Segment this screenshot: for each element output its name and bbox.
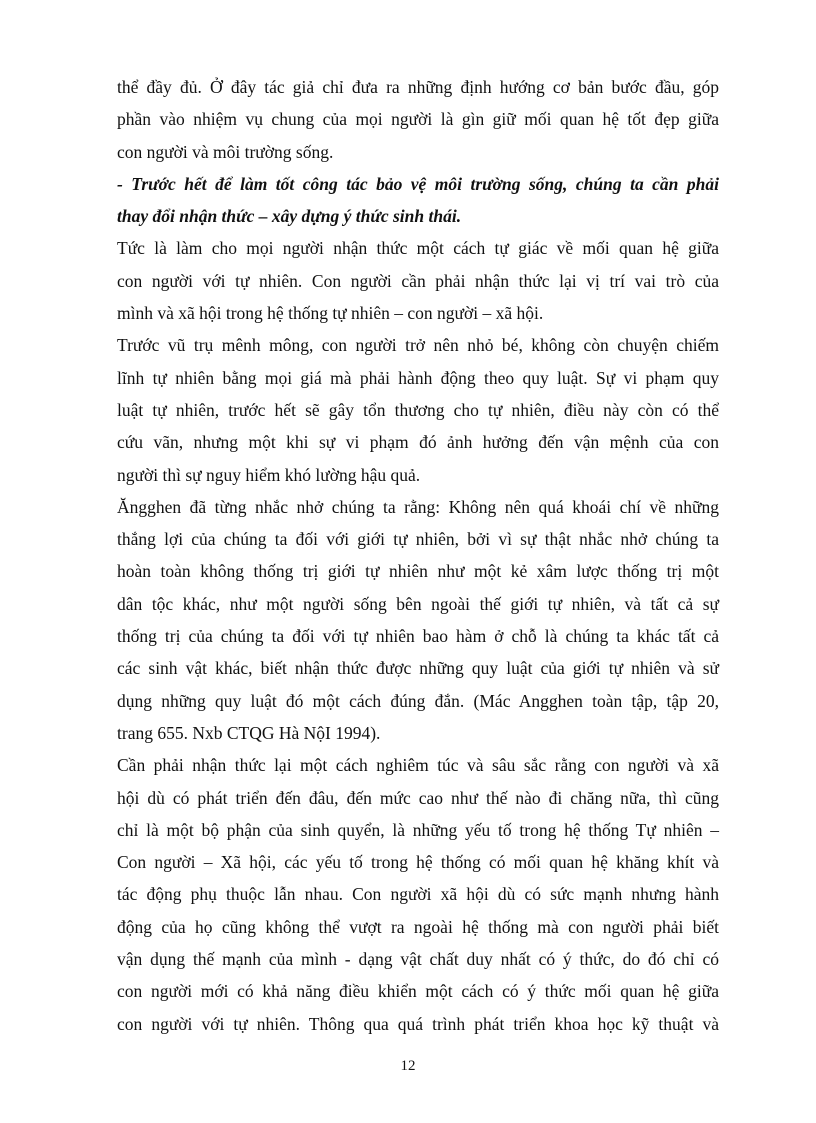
paragraph-universe bbox=[117, 329, 719, 490]
text-line: thể đầy đủ. Ở đây tác giả chỉ đưa ra những định hướng cơ bản bước đầu, góp bbox=[117, 77, 719, 97]
text-line: luật tự nhiên, trước hết sẽ gây tổn thương cho tự nhiên, điều này còn có thể bbox=[117, 399, 719, 420]
text-line: thắng lợi của chúng ta đối với giới tự nhiên, bởi vì sự thật nhắc nhở chúng ta bbox=[117, 529, 719, 550]
text-line: con người với tự nhiên. Con người cần phải nhận thức lại vị trí vai trò của bbox=[117, 270, 719, 291]
text-line: hoàn toàn không thống trị giới tự nhiên như một kẻ xâm lược thống trị một bbox=[117, 561, 719, 582]
text-line: lĩnh tự nhiên bằng mọi giá mà phải hành động theo quy luật. Sự vi phạm quy bbox=[117, 367, 719, 388]
text-line: chỉ là một bộ phận của sinh quyển, là những yếu tố trong hệ thống Tự nhiên – bbox=[117, 819, 719, 840]
text-line: thống trị của chúng ta đối với tự nhiên bao hàm ở chỗ là chúng ta khác tất cả bbox=[117, 626, 719, 647]
heading-line: - Trước hết để làm tốt công tác bảo vệ môi trường sống, chúng ta cần phải bbox=[117, 173, 719, 194]
heading-line: thay đổi nhận thức – xây dựng ý thức sinh thái. bbox=[117, 206, 462, 227]
text-line: cứu vãn, nhưng một khi sự vi phạm đó ảnh hưởng đến vận mệnh của con bbox=[117, 432, 719, 453]
text-line: vận dụng thế mạnh của mình - dạng vật chất duy nhất có ý thức, do đó chỉ có bbox=[117, 949, 719, 970]
text-line: người thì sự nguy hiểm khó lường hậu quả. bbox=[117, 464, 421, 485]
text-line: động của họ cũng không thể vượt ra ngoài hệ thống mà con người phải biết bbox=[117, 916, 719, 937]
text-line: Con người – Xã hội, các yếu tố trong hệ thống có mối quan hệ khăng khít và bbox=[117, 852, 719, 873]
paragraph-awareness bbox=[117, 232, 719, 329]
text-line: Ăngghen đã từng nhắc nhở chúng ta rằng: Không nên quá khoái chí về những bbox=[117, 496, 719, 517]
text-line: dân tộc khác, như một người sống bên ngoài thế giới tự nhiên, và tất cả sự bbox=[117, 593, 719, 614]
text-line: phần vào nhiệm vụ chung của mọi người là gìn giữ mối quan hệ tốt đẹp giữa bbox=[117, 109, 719, 130]
page-number: 12 bbox=[400, 1058, 416, 1074]
document-body bbox=[117, 71, 719, 1040]
text-line: con người và môi trường sống. bbox=[117, 141, 334, 162]
text-line: trang 655. Nxb CTQG Hà NộI 1994). bbox=[117, 722, 381, 743]
text-line: Trước vũ trụ mênh mông, con người trở nên nhỏ bé, không còn chuyện chiếm bbox=[117, 335, 719, 356]
paragraph-engels bbox=[117, 491, 719, 749]
text-line: các sinh vật khác, biết nhận thức được những quy luật của giới tự nhiên và sử bbox=[117, 658, 719, 679]
text-line: mình và xã hội trong hệ thống tự nhiên – con người – xã hội. bbox=[117, 303, 544, 324]
text-line: tác động phụ thuộc lẫn nhau. Con người xã hội dù có sức mạnh nhưng hành bbox=[117, 884, 719, 905]
text-line: dụng những quy luật đó một cách đúng đắn. (Mác Angghen toàn tập, tập 20, bbox=[117, 690, 719, 711]
section-heading bbox=[117, 168, 719, 233]
paragraph-society bbox=[117, 749, 719, 1040]
text-line: hội dù có phát triển đến đâu, đến mức cao như thế nào đi chăng nữa, thì cũng bbox=[117, 787, 719, 808]
text-line: con người với tự nhiên. Thông qua quá trình phát triển khoa học kỹ thuật và bbox=[117, 1013, 719, 1034]
text-line: Cần phải nhận thức lại một cách nghiêm túc và sâu sắc rằng con người và xã bbox=[117, 755, 719, 776]
text-line: Tức là làm cho mọi người nhận thức một cách tự giác về mối quan hệ giữa bbox=[117, 238, 719, 259]
text-line: con người mới có khả năng điều khiển một cách có ý thức mối quan hệ giữa bbox=[117, 981, 719, 1002]
paragraph-intro bbox=[117, 71, 719, 168]
